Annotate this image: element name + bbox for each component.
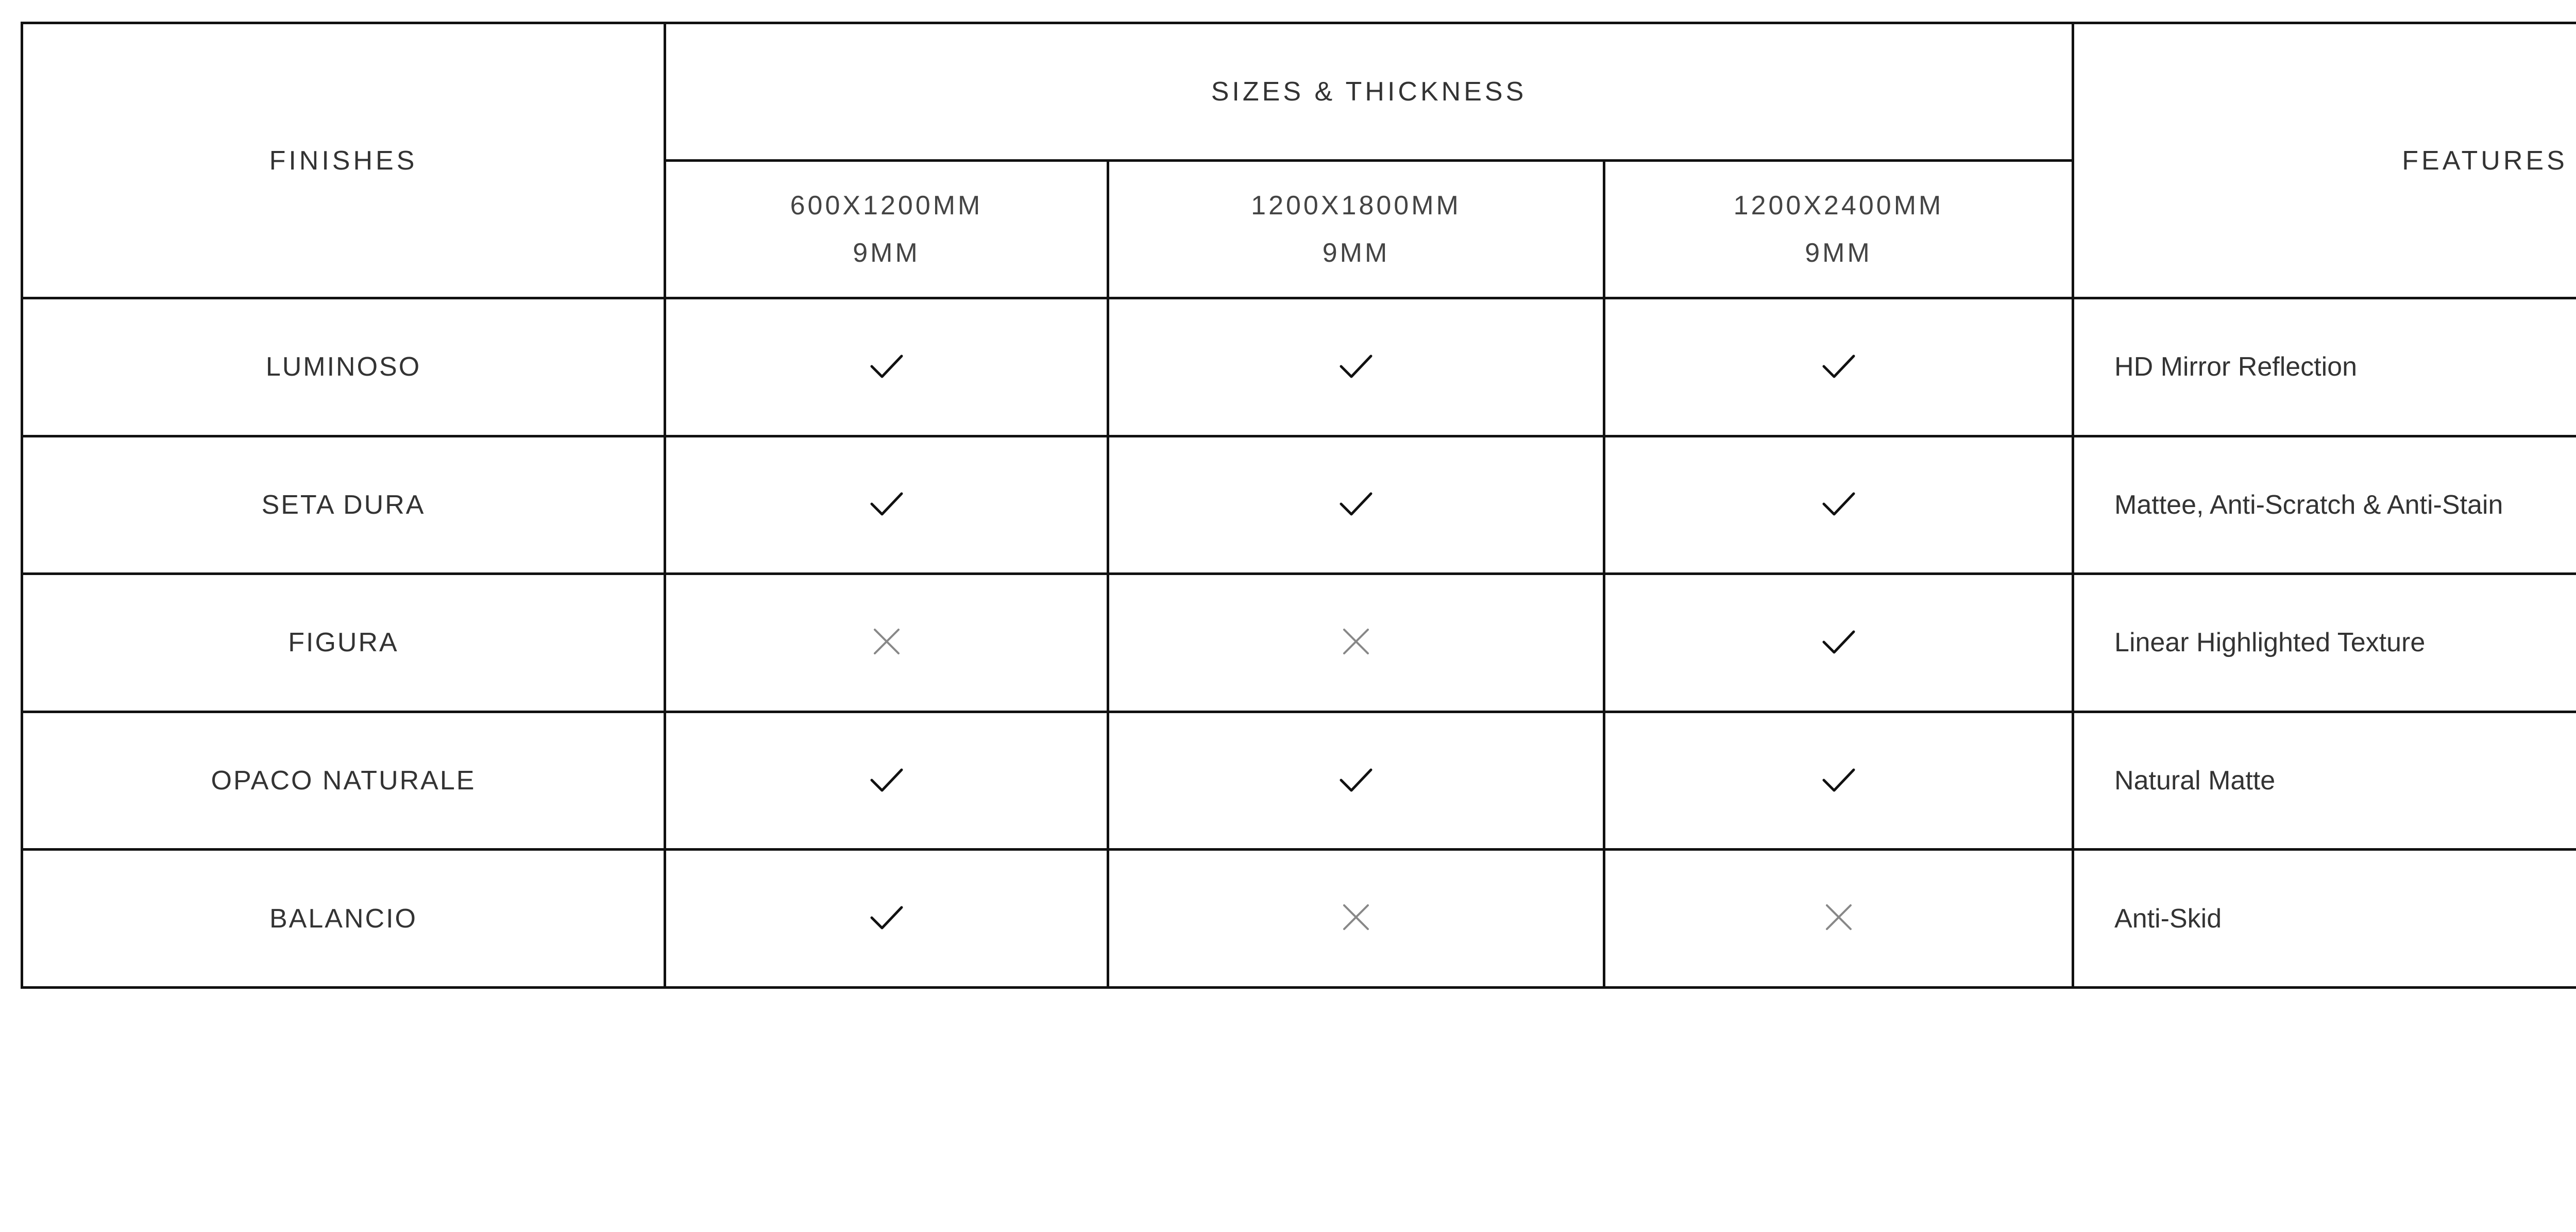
size-dimension: 1200X1800MM <box>1251 191 1461 221</box>
check-icon <box>1821 762 1857 798</box>
finish-name: OPACO NATURALE <box>22 712 665 850</box>
cross-icon <box>1338 623 1374 660</box>
check-icon <box>1821 485 1857 521</box>
cross-icon <box>1338 899 1374 935</box>
size-thickness: 9MM <box>853 238 920 268</box>
finish-name: SETA DURA <box>22 436 665 574</box>
size-dimension: 1200X2400MM <box>1733 191 1944 221</box>
table-row <box>22 574 2576 712</box>
finish-name: BALANCIO <box>22 850 665 988</box>
check-icon <box>869 485 905 521</box>
sizes-thickness-header: SIZES & THICKNESS <box>665 23 2073 161</box>
availability-cell <box>1604 850 2073 988</box>
feature-description: Anti-Skid <box>2073 850 2576 988</box>
feature-description: Mattee, Anti-Scratch & Anti-Stain <box>2073 436 2576 574</box>
availability-cell <box>1604 712 2073 850</box>
size-column-header <box>665 161 1108 298</box>
availability-cell <box>1108 850 1604 988</box>
availability-cell <box>665 712 1108 850</box>
availability-cell <box>1108 298 1604 436</box>
check-icon <box>1821 623 1857 660</box>
availability-cell <box>1108 436 1604 574</box>
availability-cell <box>1108 574 1604 712</box>
availability-cell <box>665 574 1108 712</box>
table-row <box>22 436 2576 574</box>
check-icon <box>869 899 905 935</box>
check-icon <box>1338 485 1374 521</box>
check-icon <box>1338 762 1374 798</box>
check-icon <box>1338 348 1374 384</box>
availability-cell <box>1604 298 2073 436</box>
finishes-header: FINISHES <box>22 23 665 298</box>
availability-cell <box>665 850 1108 988</box>
cross-icon <box>1821 899 1857 935</box>
finishes-spec-table <box>21 22 2576 989</box>
feature-description: HD Mirror Reflection <box>2073 298 2576 436</box>
size-thickness: 9MM <box>1805 238 1872 268</box>
finishes-table-body <box>22 298 2576 988</box>
size-column-header <box>1108 161 1604 298</box>
availability-cell <box>665 436 1108 574</box>
feature-description: Natural Matte <box>2073 712 2576 850</box>
finish-name: LUMINOSO <box>22 298 665 436</box>
feature-description: Linear Highlighted Texture <box>2073 574 2576 712</box>
availability-cell <box>1108 712 1604 850</box>
availability-cell <box>1604 436 2073 574</box>
table-row <box>22 298 2576 436</box>
check-icon <box>869 762 905 798</box>
check-icon <box>869 348 905 384</box>
cross-icon <box>869 623 905 660</box>
size-dimension: 600X1200MM <box>790 191 983 221</box>
availability-cell <box>1604 574 2073 712</box>
availability-cell <box>665 298 1108 436</box>
table-row <box>22 850 2576 988</box>
check-icon <box>1821 348 1857 384</box>
size-thickness: 9MM <box>1322 238 1390 268</box>
features-header: FEATURES <box>2073 23 2576 298</box>
table-row <box>22 712 2576 850</box>
size-column-header <box>1604 161 2073 298</box>
finish-name: FIGURA <box>22 574 665 712</box>
